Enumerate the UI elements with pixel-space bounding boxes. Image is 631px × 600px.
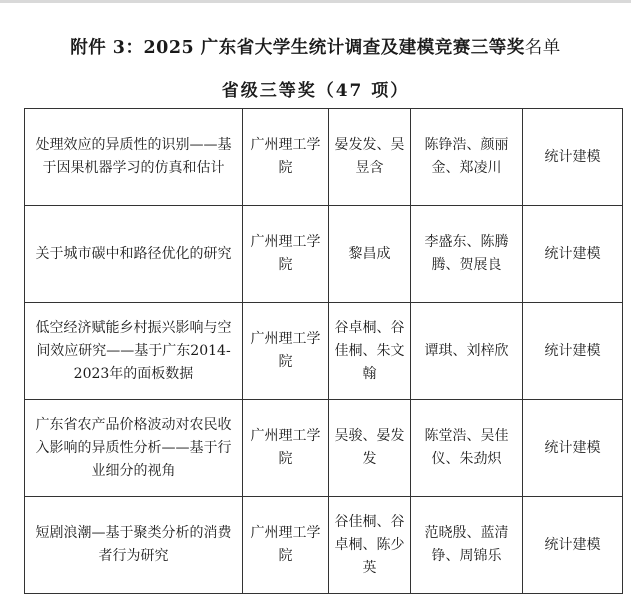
table-row: [25, 497, 623, 594]
advisors-cell: 吴骏、晏发发: [329, 400, 411, 497]
awards-table: [24, 108, 623, 594]
project-title-cell: 短剧浪潮—基于聚类分析的消费者行为研究: [25, 497, 243, 594]
members-cell: 陈堂浩、吴佳仪、朱劲炽: [411, 400, 523, 497]
school-cell: 广州理工学院: [243, 303, 329, 400]
school-cell: 广州理工学院: [243, 497, 329, 594]
category-cell: 统计建模: [523, 206, 623, 303]
table-row: [25, 303, 623, 400]
category-cell: 统计建模: [523, 497, 623, 594]
table-row: [25, 206, 623, 303]
section-title: 省级三等奖（47 项）: [221, 81, 410, 101]
advisors-cell: 晏发发、吴昱含: [329, 109, 411, 206]
category-cell: 统计建模: [523, 109, 623, 206]
members-cell: 范晓殷、蓝清铮、周锦乐: [411, 497, 523, 594]
document-title-main: 附件 3：2025 广东省大学生统计调查及建模竞赛三等奖: [70, 38, 525, 58]
members-cell: 谭琪、刘梓欣: [411, 303, 523, 400]
school-cell: 广州理工学院: [243, 109, 329, 206]
school-cell: 广州理工学院: [243, 206, 329, 303]
members-cell: 陈铮浩、颜丽金、郑凌川: [411, 109, 523, 206]
table-row: [25, 109, 623, 206]
school-cell: 广州理工学院: [243, 400, 329, 497]
top-rule: [0, 0, 631, 3]
category-cell: 统计建模: [523, 303, 623, 400]
advisors-cell: 谷卓桐、谷佳桐、朱文翰: [329, 303, 411, 400]
category-cell: 统计建模: [523, 400, 623, 497]
members-cell: 李盛东、陈腾腾、贺展良: [411, 206, 523, 303]
project-title-cell: 关于城市碳中和路径优化的研究: [25, 206, 243, 303]
table-row: [25, 400, 623, 497]
document-title: [0, 34, 631, 59]
project-title-cell: 处理效应的异质性的识别——基于因果机器学习的仿真和估计: [25, 109, 243, 206]
advisors-cell: 谷佳桐、谷卓桐、陈少英: [329, 497, 411, 594]
project-title-cell: 广东省农产品价格波动对农民收入影响的异质性分析——基于行业细分的视角: [25, 400, 243, 497]
document-title-suffix: 名单: [524, 38, 561, 58]
advisors-cell: 黎昌成: [329, 206, 411, 303]
project-title-cell: 低空经济赋能乡村振兴影响与空间效应研究——基于广东2014-2023年的面板数据: [25, 303, 243, 400]
